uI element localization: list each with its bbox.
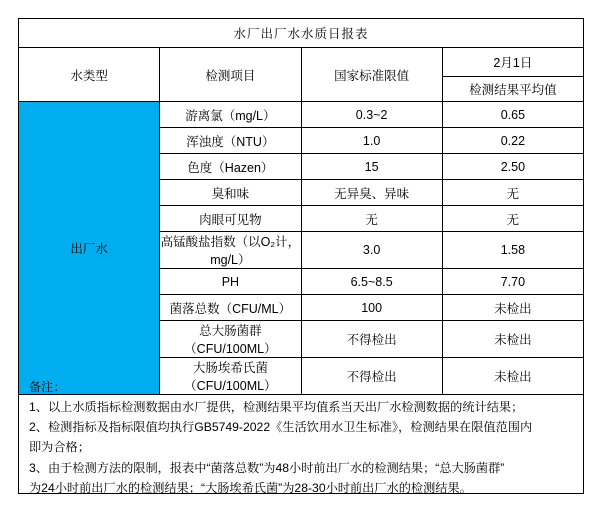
cell-item: 大肠埃希氏菌（CFU/100ML） xyxy=(160,358,301,395)
header-date: 2月1日 xyxy=(442,48,583,77)
cell-standard: 100 xyxy=(301,295,442,321)
cell-standard: 6.5~8.5 xyxy=(301,269,442,295)
cell-item: 肉眼可见物 xyxy=(160,206,301,232)
cell-result: 无 xyxy=(442,206,583,232)
header-water-type: 水类型 xyxy=(19,48,160,102)
cell-standard: 不得检出 xyxy=(301,358,442,395)
table-title-row xyxy=(19,19,584,48)
cell-item: 高锰酸盐指数（以O₂计，mg/L） xyxy=(160,232,301,269)
cell-result: 1.58 xyxy=(442,232,583,269)
cell-standard: 15 xyxy=(301,154,442,180)
header-national-standard: 国家标准限值 xyxy=(301,48,442,102)
cell-standard: 1.0 xyxy=(301,128,442,154)
cell-standard: 0.3~2 xyxy=(301,102,442,128)
cell-item: 浑浊度（NTU） xyxy=(160,128,301,154)
notes-label: 备注： xyxy=(29,380,66,394)
table-header-row-1 xyxy=(19,48,584,77)
cell-standard: 无异臭、异味 xyxy=(301,180,442,206)
notes-section xyxy=(19,367,583,493)
cell-item: PH xyxy=(160,269,301,295)
cell-item: 总大肠菌群（CFU/100ML） xyxy=(160,321,301,358)
notes-line-2-cont: 即为合格； xyxy=(29,440,90,455)
header-test-item: 检测项目 xyxy=(160,48,301,102)
header-result-average: 检测结果平均值 xyxy=(442,77,583,102)
cell-result: 未检出 xyxy=(442,321,583,358)
notes-line-2: 2、检测指标及指标限值均执行GB5749-2022《生活饮用水卫生标准》，检测结果在限值范围内 xyxy=(29,420,533,435)
cell-result: 2.50 xyxy=(442,154,583,180)
cell-result: 7.70 xyxy=(442,269,583,295)
notes-line-1: 1、以上水质指标检测数据由水厂提供，检测结果平均值系当天出厂水检测数据的统计结果； xyxy=(29,400,524,415)
cell-result: 0.22 xyxy=(442,128,583,154)
page-title: 水厂出厂水水质日报表 xyxy=(19,19,584,48)
cell-water-type-value: 出厂水 xyxy=(19,102,160,395)
table-row xyxy=(19,102,584,128)
cell-standard: 3.0 xyxy=(301,232,442,269)
cell-result: 未检出 xyxy=(442,358,583,395)
cell-result: 未检出 xyxy=(442,295,583,321)
notes-line-3: 3、由于检测方法的限制，报表中“菌落总数”为48小时前出厂水的检测结果；“总大肠菌群” xyxy=(29,460,505,475)
notes-line-3-cont: 为24小时前出厂水的检测结果；“大肠埃希氏菌”为28-30小时前出厂水的检测结果。 xyxy=(29,480,472,495)
cell-standard: 无 xyxy=(301,206,442,232)
water-quality-table xyxy=(18,18,584,395)
cell-result: 0.65 xyxy=(442,102,583,128)
cell-item: 色度（Hazen） xyxy=(160,154,301,180)
cell-item: 臭和味 xyxy=(160,180,301,206)
cell-item: 游离氯（mg/L） xyxy=(160,102,301,128)
cell-standard: 不得检出 xyxy=(301,321,442,358)
cell-result: 无 xyxy=(442,180,583,206)
cell-item: 菌落总数（CFU/ML） xyxy=(160,295,301,321)
